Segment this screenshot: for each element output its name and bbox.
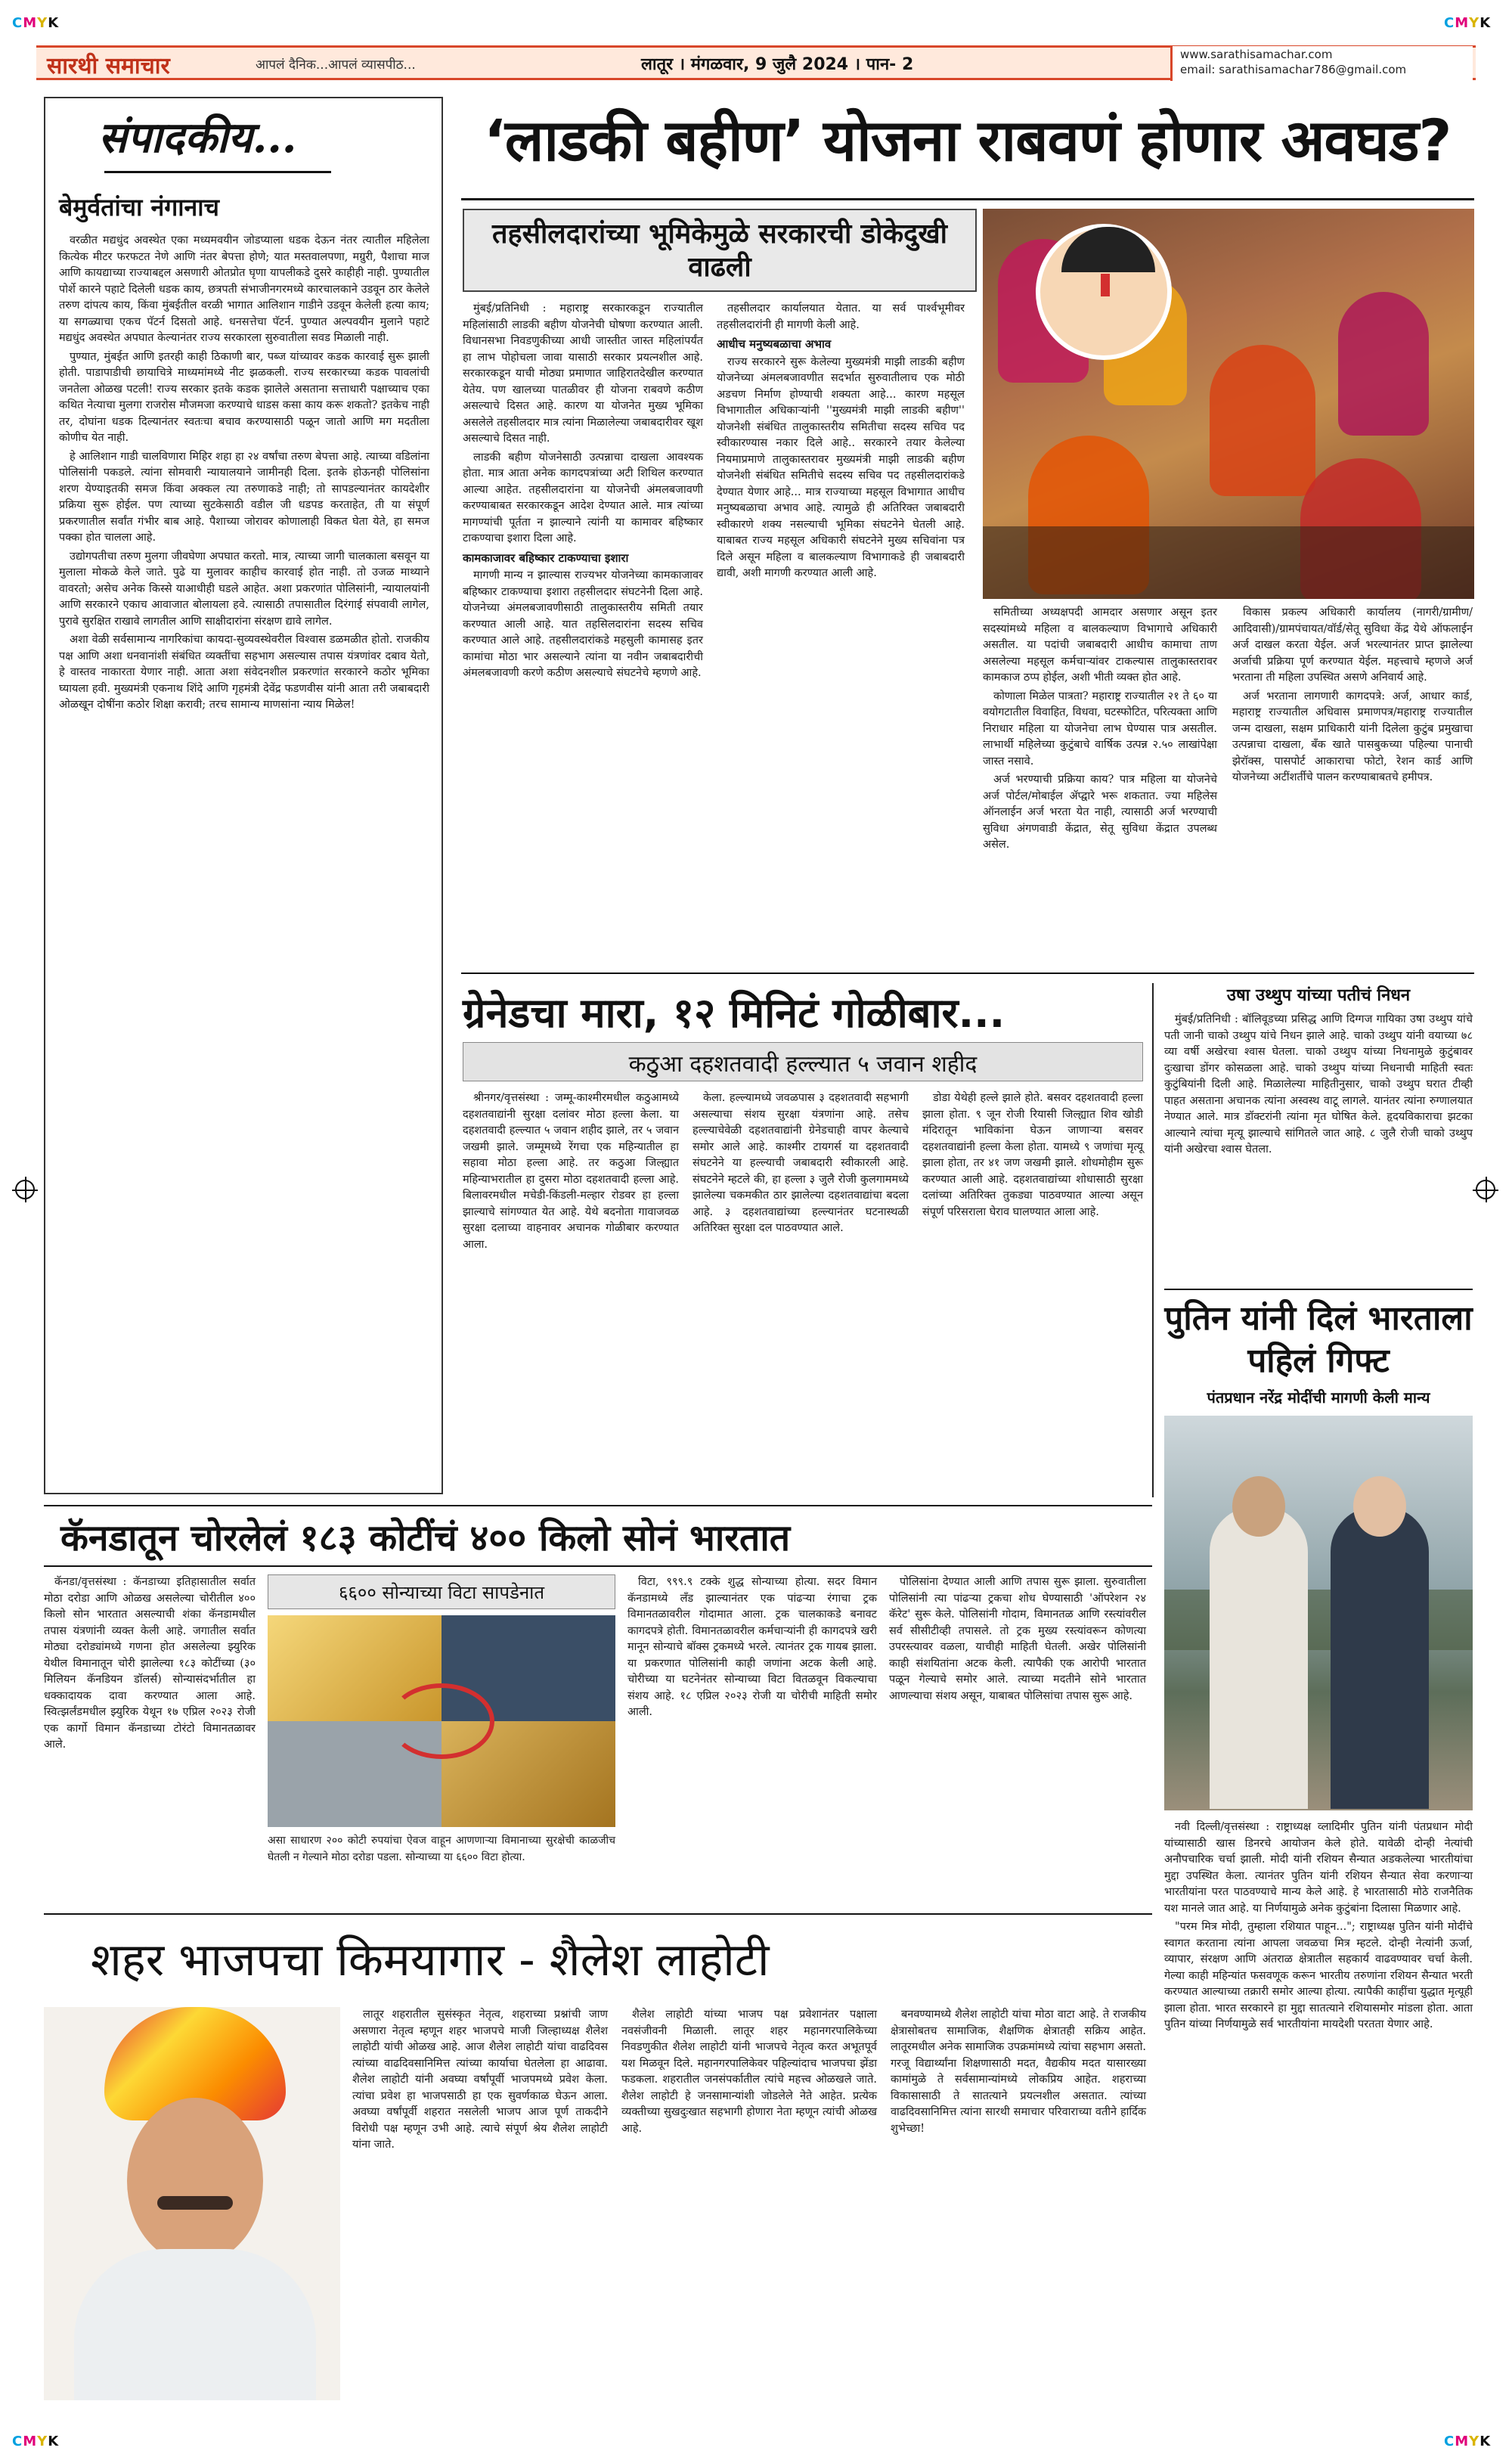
column-divider	[1152, 983, 1154, 1497]
lead-col-1	[463, 301, 703, 684]
gold-col-4	[889, 1574, 1146, 1707]
gold-kicker: ६६०० सोन्याच्या विटा सापडेनात	[338, 1582, 545, 1603]
grenade-kicker: कठुआ दहशतवादी हल्ल्यात ५ जवान शहीद	[628, 1051, 978, 1078]
bjp-headline: शहर भाजपचा किमयागार - शैलेश लाहोटी	[91, 1934, 770, 1987]
gold-kicker-box	[268, 1574, 615, 1609]
masthead-underline	[104, 171, 331, 173]
lead-paragraph: मागणी मान्य न झाल्यास राज्यभर योजनेच्या कामकाजावर बहिष्कार टाकण्याचा इशारा तहसीलदार संघटनेनी दिला आहे. योजनेच्या अंमलबजावणीसाठी तालुकास्तरीय समिती तयार करण्यात आली आहे. यात तहसिलदारांना सदस्य सचिव करण्यात आले आहे. तहसीलदारांकडे महसुली कामासह इतर कामांचा मोठा भार असल्याने त्यांना या नवीन जबाबदारीची अंमलबजावणी करणे कठीण असल्याचे संघटनेचे म्हणणे आहे.	[463, 569, 703, 679]
bjp-paragraph: शैलेश लाहोटी यांच्या भाजप पक्ष प्रवेशानंतर पक्षाला नवसंजीवनी मिळाली. लातूर शहर महानगरपालिकेच्या निवडणुकीत शैलेश लाहोटी यांनी भाजपचे नेतृत्व करत अभूतपूर्व यश मिळवून दिले. महानगरपालिकेवर पहिल्यांदाच भाजपचा झेंडा फडकला. शहरातील जनसंपर्कातील त्यांचे महत्त्व ओळखले जाते. शैलेश लाहोटी हे जनसामान्यांशी जोडलेले नेते आहेत. प्रत्येक व्यक्तीच्या सुखदुःखात सहभागी होणारा नेता म्हणून त्यांची ओळख आहे.	[621, 2009, 877, 2135]
website-link[interactable]: www.sarathisamachar.com	[1180, 48, 1333, 61]
death-paragraph: मुंबई/प्रतिनिधी : बॉलिवूडच्या प्रसिद्ध आणि दिग्गज गायिका उषा उथ्थुप यांचे पती जानी चाको उथ्थुप यांचे निधन झाले आहे. चाको उथ्थुप यांनी वयाच्या ७८ व्या वर्षी अखेरचा श्वास घेतला. चाको उथ्थुप यांच्या निधनामुळे कुटुंबावर दुःखाचा डोंगर कोसळला आहे. चाको उथ्थुप यांच्या निधनाची माहिती स्वतः कुटुंबियांनी दिली आहे. मिळालेल्या माहितीनुसार, चाको उथ्थुप घरात टीव्ही पाहत असताना अचानक त्यांना अस्वस्थ वाटू लागले. यानंतर त्यांना रुग्णालयात नेण्यात आले. मात्र डॉक्टरांनी त्यांना मृत घोषित केले. हृदयविकाराचा झटका आल्याने त्यांचा मृत्यू झाल्याचे सांगितले जात आहे. ८ जुलै रोजी चाको उथ्थुप यांनी अखेरचा श्वास घेतला.	[1164, 1013, 1473, 1156]
grenade-kicker-box	[463, 1042, 1143, 1081]
gold-col-1	[44, 1574, 256, 1756]
death-body	[1164, 1012, 1473, 1161]
grenade-paragraph: केला. हल्ल्यामध्ये जवळपास ३ दहशतवादी सहभागी असल्याचा संशय सुरक्षा यंत्रणांना आहे. तसेच हल्ल्याचेवेळी दहशतवाद्यांनी ग्रेनेडचाही वापर केल्याचे समोर आले आहे. काश्मीर टायगर्स या दहशतवादी संघटनेने या हल्ल्याची जबाबदारी स्वीकारली आहे. संघटनेने म्हटले की, हा हल्ला ३ जुलै रोजी कुलगाममध्ये झालेल्या चकमकीत ठार झालेल्या दहशतवाद्यांचा बदला आहे. ३ दहशतवाद्यांच्या हल्ल्यानंतर घटनास्थळी अतिरिक्त सुरक्षा दल पाठवण्यात आले.	[692, 1092, 909, 1234]
cm-portrait-inset	[1036, 224, 1172, 360]
lead-paragraph: अर्ज भरण्याची प्रक्रिया काय? पात्र महिला या योजनेचे अर्ज पोर्टल/मोबाईल ॲप्द्वारे भरू शकतात. ज्या महिलेस ऑनलाईन अर्ज भरता येत नाही, त्यासाठी अर्ज भरण्याची सुविधा अंगणवाडी केंद्रात, सेतू सुविधा केंद्रात उपलब्ध असेल.	[983, 774, 1217, 851]
grenade-paragraph: डोडा येथेही हल्ले झाले होते. बसवर दहशतवादी हल्ला झाला होता. ९ जून रोजी रियासी जिल्ह्यात शिव खोडी मंदिरातून भाविकांना घेऊन जाणाऱ्या बसवर दहशतवाद्यांनी हल्ला केला होता. यामध्ये ९ जणांचा मृत्यू झाला होता, तर ४१ जण जखमी झाले. शोधमोहीम सुरू करण्यात आली आहे. दहशतवाद्यांच्या शोधासाठी सुरक्षा दलांच्या अतिरिक्त तुकड्या पाठवण्यात आल्या असून संपूर्ण परिसराला घेराव घालण्यात आला आहे.	[922, 1092, 1143, 1218]
grenade-col-2	[692, 1090, 909, 1239]
lead-paragraph: तहसीलदार कार्यालयात येतात. या सर्व पार्श्वभूमीवर तहसीलदारांनी ही मागणी केली आहे.	[717, 302, 965, 331]
editorial-headline: बेमुर्वतांचा नंगानाच	[59, 193, 219, 222]
dateline: लातूर । मंगळवार, 9 जुलै 2024 । पान- 2	[641, 55, 914, 74]
bjp-paragraph: बनवण्यामध्ये शैलेश लाहोटी यांचा मोठा वाटा आहे. ते राजकीय क्षेत्रासोबतच सामाजिक, शैक्षणिक क्षेत्रातही सक्रिय आहेत. लातूरमधील अनेक सामाजिक उपक्रमांमध्ये त्यांचा सहभाग असतो. गरजू विद्यार्थ्यांना शिक्षणासाठी मदत, वैद्यकीय मदत यासारख्या कामांमुळे ते सर्वसामान्यांमध्ये लोकप्रिय आहेत. शहराच्या विकासासाठी ते सातत्याने प्रयत्नशील असतात. त्यांच्या वाढदिवसानिमित्त त्यांना सारथी समाचार परिवाराच्या वतीने हार्दिक शुभेच्छा!	[891, 2009, 1146, 2135]
grenade-paragraph: श्रीनगर/वृत्तसंस्था : जम्मू-काश्मीरमधील कठुआमध्ये दहशतवाद्यांनी सुरक्षा दलांवर मोठा हल्ला केला. या दहशतवादी हल्ल्यात ५ जवान शहीद झाले, तर ५ जवान जखमी झाले. जम्मूमध्ये रेंगचा एक महिन्यातील हा सहावा मोठा हल्ला आहे. तर कठुआ जिल्ह्यात महिन्याभरातील हा दुसरा मोठा दहशतवादी हल्ला आहे. बिलावरमधील मचेडी-किंडली-मल्हार रोडवर हा हल्ला झाल्याचे सांगण्यात येत आहे. येथे बदनोता गावाजवळ सुरक्षा दलाच्या वाहनावर अचानक गोळीबार करण्यात आला.	[463, 1092, 679, 1251]
bjp-col-1	[352, 2007, 608, 2156]
header-strip	[36, 45, 1476, 80]
putin-kicker: पंतप्रधान नरेंद्र मोदींची मागणी केली मान्य	[1207, 1388, 1430, 1407]
editorial-paragraph: अशा वेळी सर्वसामान्य नागरिकांचा कायदा-सुव्यवस्थेवरील विश्वास डळमळीत होतो. राजकीय पक्ष आणि अशा धनवानांशी संबंधित व्यक्तींचा सहभाग असल्यास तपास यंत्रणांवर दबाव येतो, हे वास्तव नाकारता येणार नाही. आता अशा संवेदनशील प्रकरणांत सरकारने कठोर भूमिका घ्यायला हवी. मुख्यमंत्री एकनाथ शिंदे आणि गृहमंत्री देवेंद्र फडणवीस यांनी आता तरी जबाबदारी ओळखून दोषींना कठोर शिक्षा करावी; तरच सामान्य माणसांना न्याय मिळेल!	[59, 634, 429, 711]
bjp-col-3	[891, 2007, 1146, 2139]
lead-paragraph: समितीच्या अध्यक्षपदी आमदार असणार असून इतर सदस्यांमध्ये महिला व बालकल्याण विभागाचे अधिकारी असतील. या पदांची जबाबदारी आधीच कामाचा ताण असलेल्या महसूल कर्मचाऱ्यांवर टाकल्यास तालुकास्तरावर कामकाज ठप्प होईल, अशी भीती व्यक्त होत आहे.	[983, 606, 1217, 684]
registration-mark-left	[15, 1180, 35, 1199]
cmyk-mark-bottom-right: CMYK	[1444, 2434, 1492, 2449]
putin-photo	[1164, 1416, 1473, 1810]
editorial-paragraph: वरळीत मद्यधुंद अवस्थेत एका मध्यमवयीन जोडप्याला धडक देऊन नंतर त्यातील महिलेला कित्येक मीटर फरफटत नेणे आणि नंतर बेपत्ता होणे; यात मस्तवालपणा, मग्रुरी, पैशाचा माज आणि कायद्याच्या राज्याबद्दल असणारी ओतप्रोत घृणा यापलीकडे दुसरे काहीही नाही. पुण्यातील पोर्शे कारने पहाटे दिलेली धडक काय, छत्रपती संभाजीनगरमध्ये कारचालकाने उडवून ठार केलेले तरुण दांपत्य काय, किंवा मुंबईतील वरळी भागात आलिशान गाडीने उडवून केलेली हत्या काय; या सगळ्याचा एकच पॅटर्न दिसतो आहे. धनसत्तेचा पॅटर्न. पुण्यात अल्पवयीन मुलाने पहाटे मद्यधुंद अवस्थेत अपघात केल्यानंतर राज्य सरकारला सुरुवातीला सवड मिळाली नाही.	[59, 234, 429, 344]
figure-left	[1210, 1506, 1308, 1809]
registration-mark-right	[1476, 1180, 1495, 1199]
lead-rule	[461, 198, 1474, 200]
lead-col-2	[717, 301, 965, 585]
putin-top-rule	[1164, 1289, 1473, 1290]
gold-top-rule	[44, 1505, 1152, 1506]
editorial-paragraph: पुण्यात, मुंबईत आणि इतरही काही ठिकाणी बार, पब्ज यांच्यावर कडक कारवाई सुरू झाली होती. पाडापाडीची छायाचित्रे माध्यमांमध्ये नीट झळकली. राज्य सरकारच्या कडक पावलांची जनतेला ओळख पटली! राज्य सरकार इतके कडक झालेले असताना सत्ताधारी पक्षाच्याच एका कथित नेत्याचा मुलगा राजरोस मौजमजा करण्याचे धाडस कसा काय करू शकतो? इतकेच नाही तर, दोघांना धडक दिल्यानंतर स्वतःचा बचाव करण्यासाठी पळून जातो आणि मग मदतीला कोणीच येत नाही.	[59, 350, 429, 444]
putin-headline: पुतिन यांनी दिलं भारताला पहिलं गिफ्ट	[1164, 1299, 1473, 1380]
brand-logo: सारथी समाचार	[47, 53, 170, 79]
lead-paragraph: राज्य सरकारने सुरू केलेल्या मुख्यमंत्री माझी लाडकी बहीण योजनेच्या अंमलबजावणीत सदर्भात सुरुवातीलाच एक मोठी अडचण निर्माण होण्याची शक्यता आहे... कारण महसूल विभागातील अधिकाऱ्यांनी ''मुख्यमंत्री माझी लाडकी बहीण'' योजनेशी संबंधित तालुकास्तरीय समितीचा सदस्य सचिव पद स्वीकारण्यास नकार दिले आहे.. सरकारने तयार केलेल्या नियमाप्रमाणे तालुकास्तरावर मुख्यमंत्री माझी लाडकी बहीण योजनेशी संबंधित समितीचे सदस्य सचिव पद तहसीलदारांकडे देण्यात येणार आहे... मात्र राज्याच्या महसूल विभागात आधीच मनुष्यबळाचा अभाव आहे. त्यामुळे ही अतिरिक्त जबाबदारी स्वीकारणे शक्य नसल्याची भूमिका संघटनेने घेतली आहे. याबाबत राज्य महसूल अधिकारी संघटनेने मुख्य सचिवांना पत्र दिले असून महिला व बालकल्याण विभागाकडे ही जबाबदारी द्यावी, अशी मागणी करण्यात आली आहे.	[717, 355, 965, 579]
cmyk-mark-top-left: CMYK	[12, 15, 60, 31]
lead-paragraph: विकास प्रकल्प अधिकारी कार्यालय (नागरी/ग्रामीण/आदिवासी)/ग्रामपंचायत/वॉर्ड/सेतू सुविधा केंद्र येथे ऑफलाईन अर्ज दाखल करता येईल. अर्ज भरल्यानंतर प्राप्त झालेल्या अर्जाची प्रक्रिया पूर्ण करण्यात येईल. महत्त्वाचे म्हणजे अर्ज भरताना ती महिला उपस्थित असणे अनिवार्य आहे.	[1232, 606, 1473, 684]
lead-subhead: कामकाजावर बहिष्कार टाकण्याचा इशारा	[463, 551, 629, 565]
bjp-paragraph: लातूर शहरातील सुसंस्कृत नेतृत्व, शहराच्या प्रश्नांची जाण असणारा नेतृत्व म्हणून शहर भाजपचे माजी जिल्हाध्यक्ष शैलेश लाहोटी यांची ओळख आहे. आज शैलेश लाहोटी यांचा वाढदिवस त्यांच्या वाढदिवसानिमित्त त्यांच्या कार्याचा घेतलेला हा आढावा. शैलेश लाहोटी यांनी अवघ्या वर्षांपूर्वी भाजपमध्ये प्रवेश केला. त्यांचा प्रवेश हा भाजपसाठी हा एक सुवर्णकाळ घेऊन आला. अवघ्या वर्षांपूर्वी शहरात नसलेली भाजप आज पूर्ण ताकदीने विरोधी पक्ष म्हणून उभी आहे. त्याचे संपूर्ण श्रेय शैलेश लाहोटी यांना जाते.	[352, 2009, 608, 2151]
email-link[interactable]: email: sarathisamachar786@gmail.com	[1180, 63, 1407, 76]
lead-col-3	[983, 605, 1217, 856]
lead-paragraph: मुंबई/प्रतिनिधी : महाराष्ट्र सरकारकडून राज्यातील महिलांसाठी लाडकी बहीण योजनेची घोषणा करण्यात आली. विधानसभा निवडणुकीच्या आधी जास्तीत जास्त महिलांपर्यंत हा लाभ पोहोचला जावा यासाठी सरकार प्रयत्नशील आहे. सरकारकडून याची मोठ्या प्रमाणात जाहिरातदेखील करण्यात येतेय. पण खालच्या पातळीवर ही योजना राबवणे कठीण असल्याचे दिसत आहे. कारण या योजनेत मुख्य भूमिका असलेले तहसीलदार मात्र त्यांना मिळालेल्या जबाबदारीवर खूश असल्याचे दिसत नाही.	[463, 302, 703, 445]
lead-photo	[983, 209, 1474, 599]
lead-paragraph: लाडकी बहीण योजनेसाठी उत्पन्नाचा दाखला आवश्यक होता. मात्र आता अनेक कागदपत्रांच्या अटी शिथिल करण्यात आल्या आहेत. तहसीलदारांना या योजनेची अंमलबजावणी करण्याबाबत सरकारकडून आदेश देण्यात आले. मात्र त्यांच्या मागण्यांची पूर्तता न झाल्याने त्यांनी या कामावर बहिष्कार टाकण्याचा इशारा दिला आहे.	[463, 451, 703, 544]
tagline: आपलं दैनिक...आपलं व्यासपीठ...	[256, 57, 416, 73]
editorial-body	[59, 233, 429, 716]
gold-paragraph: विटा, ९९९.९ टक्के शुद्ध सोन्याच्या होत्या. सदर विमान कॅनडामध्ये लँड झाल्यानंतर एक पांढऱ्या रंगाचा ट्रक विमानतळावरील गोदामात आला. ट्रक चालकाकडे बनावट कागदपत्रे होती. विमानतळावरील कर्मचाऱ्यांनी ही कागदपत्रे खरी मानून सोन्याचे बॉक्स ट्रकमध्ये भरले. त्यानंतर ट्रक गायब झाला. या प्रकरणात पोलिसांनी काही जणांना अटक केली आहे. चोरीच्या या घटनेनंतर सोन्याच्या विटा वितळवून विकल्याचा संशय आहे. १८ एप्रिल २०२३ रोजी या चोरीची माहिती समोर आली.	[627, 1576, 877, 1718]
lead-headline: ‘लाडकी बहीण’ योजना राबवणं होणार अवघड?	[484, 107, 1452, 174]
grenade-headline: ग्रेनेडचा मारा, १२ मिनिटं गोळीबार...	[463, 989, 1005, 1037]
bjp-portrait	[44, 2007, 340, 2400]
lead-col-4	[1232, 605, 1473, 789]
figure-right	[1331, 1506, 1429, 1809]
putin-paragraph: "परम मित्र मोदी, तुम्हाला रशियात पाहून..."; राष्ट्राध्यक्ष पुतिन यांनी मोदींचे स्वागत करताना त्यांना आपला जवळचा मित्र म्हटले. दोन्ही नेत्यांनी ऊर्जा, व्यापार, संरक्षण आणि अंतराळ क्षेत्रातील सहकार्य वाढवण्यावर चर्चा केली. गेल्या काही महिन्यांत फसवणूक करून भारतीय तरुणांना रशियन सैन्यात भरती करण्यात आल्याच्या तक्रारी समोर आल्या होत्या. त्यापैकी काहींचा युद्धात मृत्यूही झाला होता. भारत सरकारने हा मुद्दा सातत्याने रशियासमोर मांडला होता. आता पुतिन यांच्या निर्णयामुळे सर्व भारतीयांना मायदेशी परतता येणार आहे.	[1164, 1921, 1473, 2030]
gold-photo	[268, 1615, 615, 1827]
editorial-box	[44, 97, 443, 1494]
bjp-top-rule	[44, 1913, 1152, 1915]
bjp-col-2	[621, 2007, 877, 2139]
lead-bottom-rule	[461, 973, 1474, 974]
death-headline: उषा उथ्थुप यांच्या पतीचं निधन	[1226, 986, 1411, 1005]
gold-caption: असा साधारण २०० कोटी रुपयांचा ऐवज वाहून आणणाऱ्या विमानाच्या सुरक्षेची काळजीच घेतली न गेल्याने मोठा दरोडा पडला. सोन्याच्या या ६६०० विटा होत्या.	[268, 1835, 615, 1863]
putin-paragraph: नवी दिल्ली/वृत्तसंस्था : राष्ट्राध्यक्ष व्लादिमीर पुतिन यांनी पंतप्रधान मोदी यांच्यासाठी खास डिनरचे आयोजन केले होते. यावेळी दोन्ही नेत्यांची अनौपचारिक चर्चा झाली. मोदी यांनी रशियन सैन्यात अडकलेल्या भारतीयांचा मुद्दा उपस्थित केला. त्यानंतर पुतिन यांनी रशियन सैन्यात सेवा करणाऱ्या भारतीयांना परत पाठवण्याचे मान्य केले आहे. हे भारतासाठी मोठे राजनैतिक यश मानले जात आहे. या निर्णयामुळे अनेक कुटुंबांना दिलासा मिळणार आहे.	[1164, 1821, 1473, 1915]
lead-kicker-box	[463, 209, 977, 292]
lead-paragraph: कोणाला मिळेल पात्रता? महाराष्ट्र राज्यातील २१ ते ६० या वयोगटातील विवाहित, विधवा, घटस्फोटित, परित्यक्ता आणि निराधार महिला या योजनेचा लाभ घेण्यास पात्र असतील. लाभार्थी महिलेच्या कुटुंबाचे वार्षिक उत्पन्न २.५० लाखांपेक्षा जास्त नसावे.	[983, 690, 1217, 768]
lead-paragraph: अर्ज भरताना लागणारी कागदपत्रे: अर्ज, आधार कार्ड, महाराष्ट्र राज्यातील अधिवास प्रमाणपत्र/महाराष्ट्र राज्यातील जन्म दाखला, सक्षम प्राधिकारी यांनी दिलेला कुटुंब प्रमुखाचा उत्पन्नाचा दाखला, बँक खाते पासबुकच्या पहिल्या पानाची झेरॉक्स, पासपोर्ट आकाराचा फोटो, रेशन कार्ड आणि योजनेच्या अटींशर्तीचे पालन करण्याबाबतचे हमीपत्र.	[1232, 690, 1473, 783]
editorial-masthead: संपादकीय...	[98, 113, 297, 163]
gold-paragraph: पोलिसांना देण्यात आली आणि तपास सुरू झाला. सुरुवातीला पोलिसांनी त्या पांढऱ्या ट्रकचा शोध घेण्यासाठी 'ऑपरेशन २४ कॅरेट' सुरू केले. पोलिसांनी गोदाम, विमानतळ आणि रस्त्यांवरील सर्व सीसीटीव्ही तपासले. तो ट्रक मुख्य रस्त्यांवरून कोणत्या उपरस्त्यावर वळला, याचीही माहिती घेतली. अखेर पोलिसांनी काही संशयितांना अटक केली. त्यापैकी एक आरोपी भारतात पळून गेल्याचे समोर आले. त्याच्या मदतीने सोने भारतात आणल्याचा संशय असून, याबाबत पोलिसांचा तपास सुरू आहे.	[889, 1576, 1146, 1702]
cmyk-mark-top-right: CMYK	[1444, 15, 1492, 31]
gold-headline-rule	[44, 1565, 1152, 1567]
gold-headline: कॅनडातून चोरलेलं १८३ कोटींचं ४०० किलो सोनं भारतात	[60, 1517, 791, 1559]
editorial-paragraph: उद्योगपतीचा तरुण मुलगा जीवघेणा अपघात करतो. मात्र, त्याच्या जागी चालकाला बसवून या मुलाला मोकळे केले जाते. पुढे या मुलावर काहीच कारवाई होत नाही. तो उजळ माथ्याने वावरतो; असेच अनेक किस्से याआधीही घडले आहेत. अशा प्रकरणांत पोलिसांनी, न्यायालयांनी आणि सरकारने एकाच आवाजात बोलायला हवे. त्यासाठी तपासातील दिरंगाई संपवावी लागेल, पुरावे सुरक्षित राखावे लागतील आणि साक्षीदारांना संरक्षण द्यावे लागेल.	[59, 550, 429, 628]
editorial-paragraph: हे आलिशान गाडी चालविणारा मिहिर शहा हा २४ वर्षांचा तरुण बेपत्ता आहे. त्याच्या वडिलांना पोलिसांनी पकडले. त्यांना सोमवारी न्यायालयाने जामीनही दिला. इतके होऊनही पोलिसांना शरण येण्याइतकी समज किंवा अक्कल त्या तरुणाकडे नाही; तो सापडल्यानंतर कायदेशीर प्रक्रिया सुरू होईल. पण त्याच्या सुटकेसाठी वडील जी धडपड करताहेत, ती या संपूर्ण प्रकरणातील सर्वांत गंभीर बाब आहे. पैशाच्या जोरावर कोणालाही विकत घेता येते, हा समज पक्का होत चालला आहे.	[59, 450, 429, 544]
lead-kicker: तहसीलदारांच्या भूमिकेमुळे सरकारची डोकेदुखी वाढली	[491, 219, 947, 283]
contact-box	[1170, 46, 1473, 81]
lead-subhead: आधीच मनुष्यबळाचा अभाव	[717, 337, 832, 351]
cmyk-mark-bottom-left: CMYK	[12, 2434, 60, 2449]
gold-photo-caption	[268, 1833, 615, 1868]
grenade-col-1	[463, 1090, 679, 1255]
grenade-col-3	[922, 1090, 1143, 1223]
gold-col-3	[627, 1574, 877, 1723]
putin-body	[1164, 1819, 1473, 2036]
gold-paragraph: कॅनडा/वृत्तसंस्था : कॅनडाच्या इतिहासातील सर्वात मोठा दरोडा आणि ओळख असलेल्या चोरीतील ४०० किलो सोन भारतात असल्याची शंका कॅनडामधील तपास यंत्रणांनी व्यक्त केली आहे. जगातील सर्वात मोठ्या दरोड्यांमध्ये गणना होत असलेल्या झ्युरिक येथील विमानातून चोरी झालेल्या १८३ कोटींच्या (३० मिलियन कॅनडियन डॉलर्स) सोन्यासंदर्भातील हा धक्कादायक दावा करण्यात आला आहे. स्वित्झर्लंडमधील झ्युरिक येथून १७ एप्रिल २०२३ रोजी एक कार्गो विमान कॅनडाच्या टोरंटो विमानतळावर आले.	[44, 1576, 256, 1751]
